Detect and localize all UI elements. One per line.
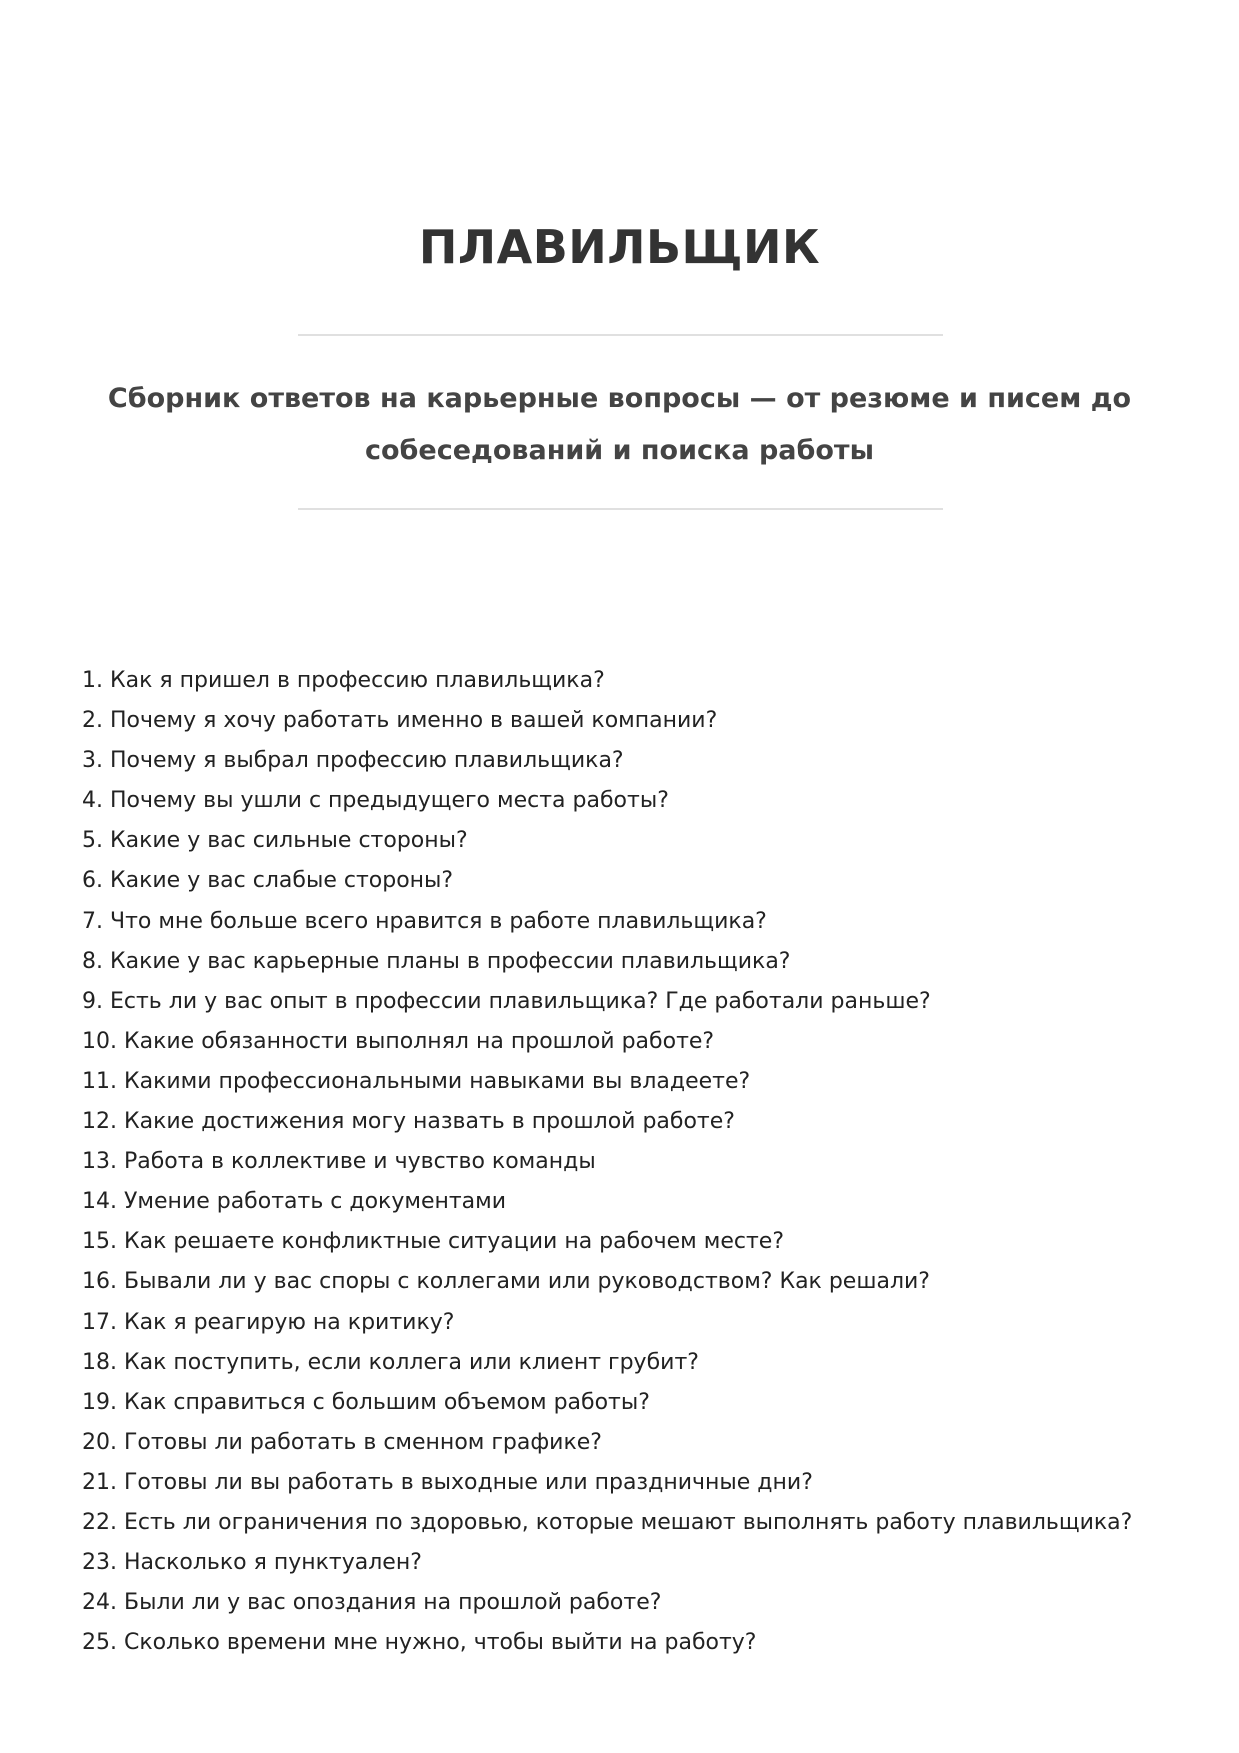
question-item: 23. Насколько я пунктуален? [82,1550,422,1576]
question-item: 25. Сколько времени мне нужно, чтобы выйти на работу? [82,1630,757,1656]
question-item: 16. Бывали ли у вас споры с коллегами или руководством? Как решали? [82,1269,930,1295]
question-item: 17. Как я реагирую на критику? [82,1309,455,1335]
question-item: 18. Как поступить, если коллега или клиент грубит? [82,1349,699,1375]
question-item: 14. Умение работать с документами [82,1189,507,1215]
question-item: 20. Готовы ли работать в сменном графике? [82,1429,602,1455]
question-item: 2. Почему я хочу работать именно в вашей компании? [82,708,718,734]
question-item: 1. Как я пришел в профессию плавильщика? [82,668,605,693]
question-item: 5. Какие у вас сильные стороны? [82,828,468,854]
question-item: 6. Какие у вас слабые стороны? [82,868,454,894]
title-divider-top [298,334,943,336]
question-item: 3. Почему я выбрал профессию плавильщика? [82,748,624,774]
question-item: 15. Как решаете конфликтные ситуации на рабочем месте? [82,1229,785,1255]
question-item: 9. Есть ли у вас опыт в профессии плавильщика? Где работали раньше? [82,988,931,1014]
question-item: 24. Были ли у вас опоздания на прошлой работе? [82,1590,662,1616]
page-title: ПЛАВИЛЬЩИК [418,219,821,274]
question-item: 10. Какие обязанности выполнял на прошлой работе? [82,1028,715,1054]
question-item: 8. Какие у вас карьерные планы в профессии плавильщика? [82,948,791,974]
questions-list [82,661,1162,1663]
question-item: 4. Почему вы ушли с предыдущего места работы? [82,788,669,814]
question-item: 21. Готовы ли вы работать в выходные или праздничные дни? [82,1469,813,1495]
question-item: 12. Какие достижения могу назвать в прошлой работе? [82,1109,735,1135]
question-item: 11. Какими профессиональными навыками вы владеете? [82,1068,751,1094]
question-item: 22. Есть ли ограничения по здоровью, которые мешают выполнять работу плавильщика? [82,1509,1133,1535]
question-item: 7. Что мне больше всего нравится в работе плавильщика? [82,908,767,934]
title-divider-bottom [298,508,943,510]
question-item: 13. Работа в коллективе и чувство команды [82,1149,596,1175]
page-subtitle: Сборник ответов на карьерные вопросы — от резюме и писем до собеседований и поиска работы [107,383,1132,466]
question-item: 19. Как справиться с большим объемом работы? [82,1389,650,1415]
